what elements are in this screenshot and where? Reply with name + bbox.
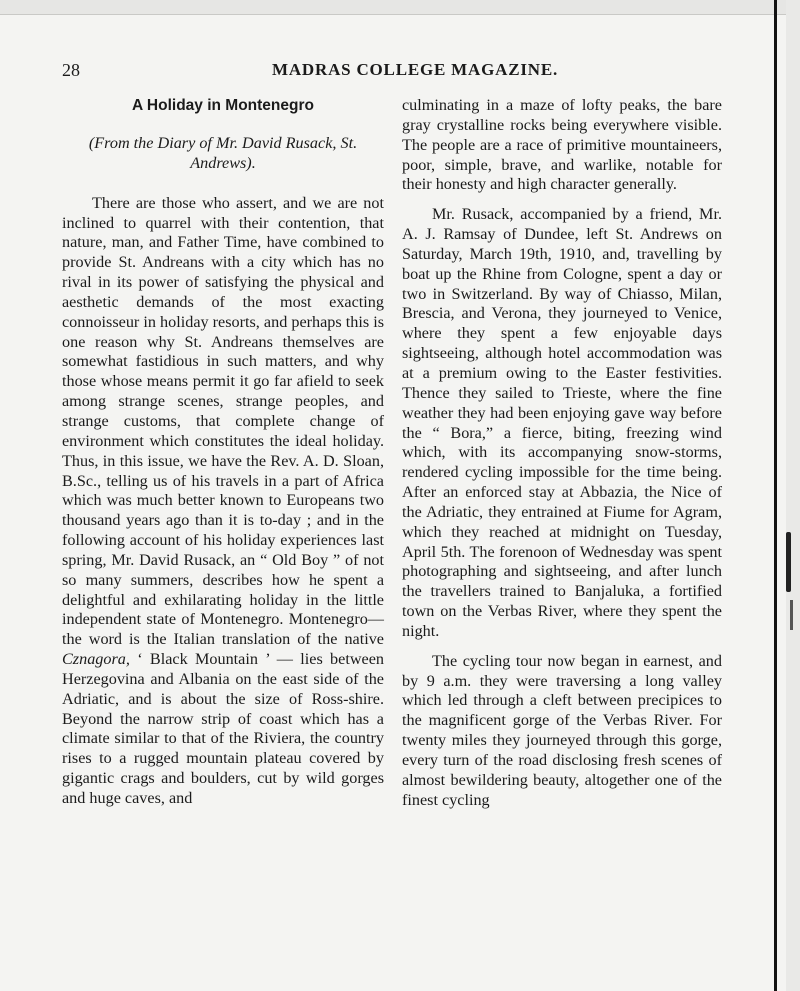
scan-mark-secondary <box>790 600 793 630</box>
scan-top-edge <box>0 14 800 15</box>
scan-mark <box>786 532 791 592</box>
article-paragraph-continued: culminating in a maze of lofty peaks, the bare gray crystalline rocks being everywhere visible. The people are a race of primitive mountaineers, poor, simple, brave, and warlike, notable for their honesty and high character generally. <box>402 96 722 194</box>
magazine-title: MADRAS COLLEGE MAGAZINE. <box>272 60 559 79</box>
article-paragraph-journey: Mr. Rusack, accompanied by a friend, Mr. A. J. Ramsay of Dundee, left St. Andrews on Saturday, March 19th, 1910, and, travelling by boat up the Rhine from Cologne, spent a day or two in Switzerland. By way of Chiasso, Milan, Brescia, and Verona, they journeyed to Venice, where they spent a few enjoyable days sightseeing, although hotel accommodation was at a premium owing to the Easter festivities. Thence they sailed to Trieste, where the fine weather they had been enjoying gave way before the “ Bora,” a fierce, biting, freezing wind which, with its accompanying snow-storms, rendered cycling impossible for the time being. After an enforced stay at Abbazia, the Nice of the Adriatic, they entrained at Fiume for Agram, which they reached at midnight on Tuesday, April 5th. The forenoon of Wednesday was spent photographing and sightseeing, and after lunch the travellers trained to Banjaluka, a fortified town on the Verbas River, where they spent the night. <box>402 205 722 640</box>
page-binding-edge <box>774 0 777 991</box>
article-title: A Holiday in Montenegro <box>132 97 314 114</box>
right-column <box>402 96 722 811</box>
page-header <box>62 60 762 88</box>
native-name: Cznagora, <box>62 650 130 669</box>
article-paragraph-intro <box>62 194 384 809</box>
scan-top-margin <box>0 0 800 14</box>
intro-text: There are those who assert, and we are not inclined to quarrel with their contention, that nature, man, and Father Time, have combined to provide St. Andreans with a city which has no rival in its power of satisfying the physical and aesthetic demands of the most exacting connoisseur in holiday resorts, and perhaps this is one reason why St. Andreans themselves are somewhat fastidious in such matters, and why those whose means permit it go far afield to seek among strange scenes, strange peoples, and strange customs, that complete change of environment which constitutes the ideal holiday. Thus, in this issue, we have the Rev. A. D. Sloan, B.Sc., telling us of his travels in a part of Africa which was much better known to Europeans two thousand years ago than it is to-day ; and in the following account of his holiday experiences last spring, Mr. David Rusack, an “ Old Boy ” of not so many summers, describes how he spent a delightful and exhilarating holiday in the little independent state of Montenegro. Montenegro—the word is the Italian translation of the native <box>62 193 384 649</box>
page-number: 28 <box>62 60 80 80</box>
left-column <box>62 96 384 809</box>
article-subtitle: (From the Diary of Mr. David Rusack, St. Andrews). <box>88 134 358 172</box>
article-paragraph-cycling: The cycling tour now began in earnest, and by 9 a.m. they were traversing a long valley which led through a cleft between precipices to the magnificent gorge of the Verbas River. For twenty miles they journeyed through this gorge, every turn of the road disclosing fresh scenes of almost bewildering beauty, altogether one of the finest cycling <box>402 651 722 809</box>
intro-text-end: ‘ Black Mountain ’ — lies between Herzegovina and Albania on the east side of the Adriatic, and is about the size of Ross-shire. Beyond the narrow strip of coast which has a climate similar to that of the Riviera, the country rises to a rugged mountain plateau covered by gigantic crags and boulders, cut by wild gorges and huge caves, and <box>62 650 384 807</box>
scan-right-margin <box>786 0 800 991</box>
